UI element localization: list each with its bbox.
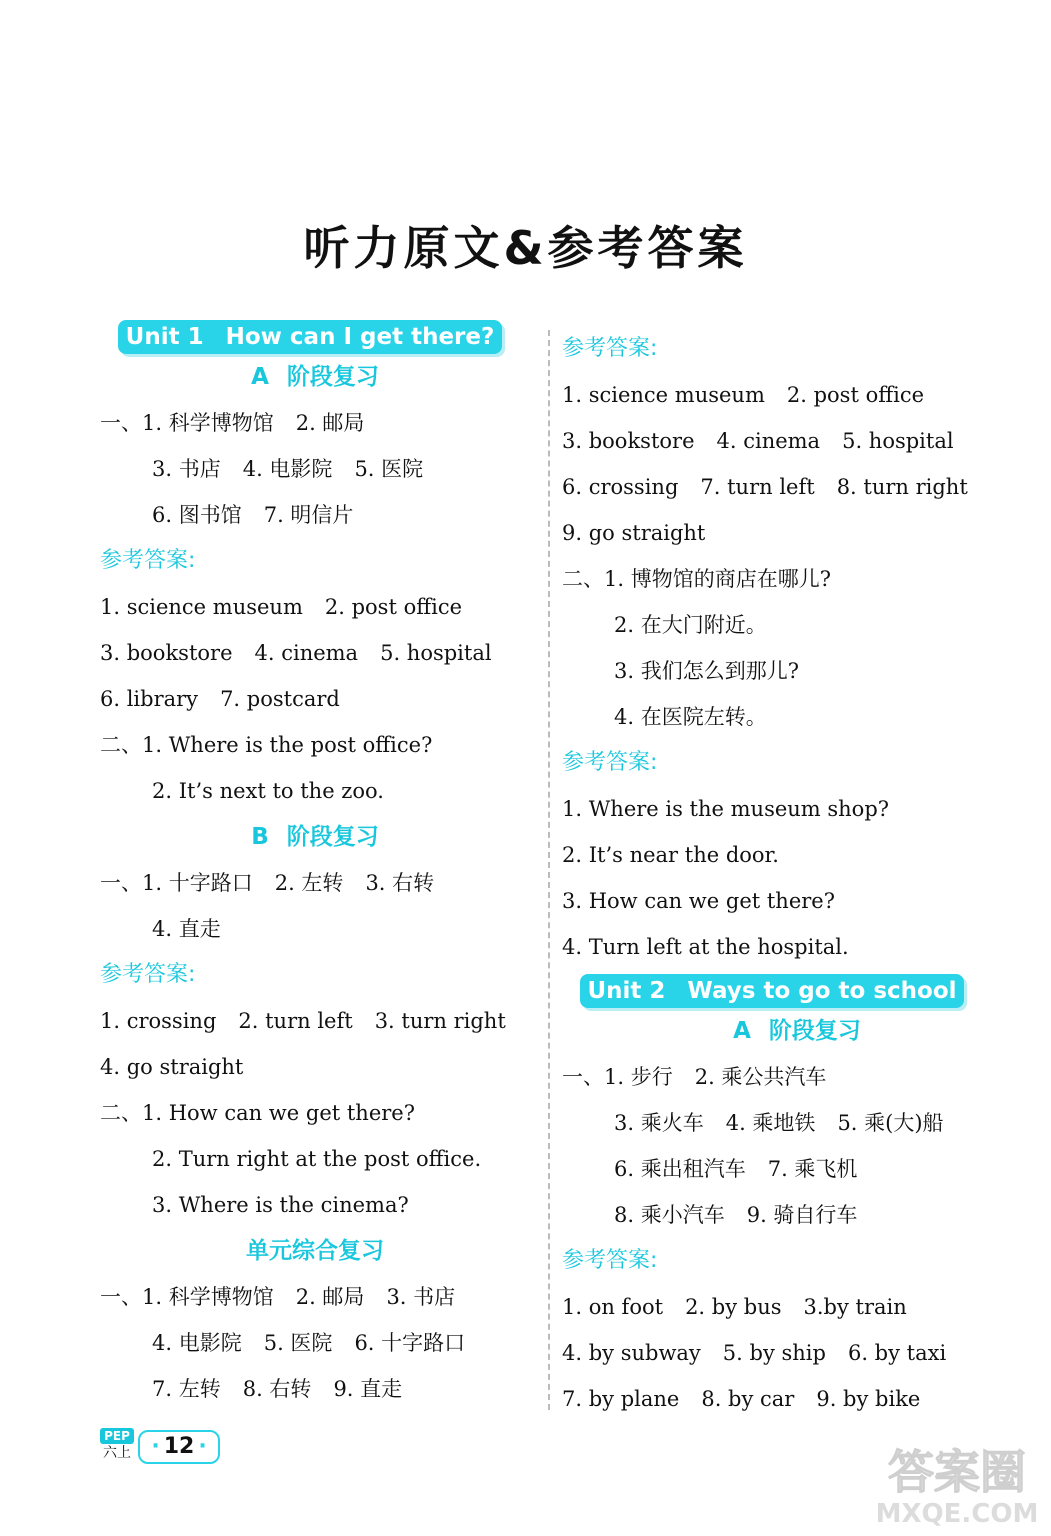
list-item: 3. How can we get there? (562, 889, 835, 913)
answer-label: 参考答案: (562, 336, 658, 361)
list-item: 6. crossing 7. turn left 8. turn right (562, 475, 968, 499)
list-item: 3. 乘火车 4. 乘地铁 5. 乘(大)船 (614, 1111, 944, 1135)
unit1-name: How can I get there? (225, 324, 495, 350)
watermark-logo-icon (872, 1430, 1042, 1530)
list-item: 3. 书店 4. 电影院 5. 医院 (152, 457, 424, 481)
list-item: 4. 电影院 5. 医院 6. 十字路口 (152, 1331, 466, 1355)
list-item: 3. bookstore 4. cinema 5. hospital (100, 641, 492, 665)
list-item: 一、1. 科学博物馆 2. 邮局 3. 书店 (100, 1285, 456, 1309)
unit2-banner (580, 974, 964, 1008)
page-title: 听力原文&参考答案 (303, 221, 748, 275)
list-item: 6. 乘出租汽车 7. 乘飞机 (614, 1157, 858, 1181)
edition-badge: PEP 六上 (100, 1428, 134, 1462)
section-a-heading: A 阶段复习 (733, 1018, 861, 1044)
list-item: 3. 我们怎么到那儿? (614, 659, 799, 683)
list-item: 8. 乘小汽车 9. 骑自行车 (614, 1203, 858, 1227)
unit2-name: Ways to go to school (687, 978, 957, 1004)
right-column (562, 326, 1032, 1422)
list-item: 一、1. 科学博物馆 2. 邮局 (100, 411, 365, 435)
list-item: 1. science museum 2. post office (100, 595, 463, 619)
unit1-number: Unit 1 (125, 324, 204, 350)
list-item: 2. It’s near the door. (562, 843, 779, 867)
list-item: 7. by plane 8. by car 9. by bike (562, 1387, 921, 1411)
answer-label: 参考答案: (562, 750, 658, 775)
list-item: 1. crossing 2. turn left 3. turn right (100, 1009, 506, 1033)
list-item: 4. go straight (100, 1055, 244, 1079)
list-item: 二、1. Where is the post office? (100, 733, 433, 757)
unit2-number: Unit 2 (587, 978, 666, 1004)
list-item: 1. Where is the museum shop? (562, 797, 890, 821)
section-a-heading: A 阶段复习 (251, 364, 379, 390)
list-item: 二、1. How can we get there? (100, 1101, 415, 1125)
list-item: 二、1. 博物馆的商店在哪儿? (562, 567, 831, 591)
section-b-heading: B 阶段复习 (251, 824, 379, 850)
list-item: 6. 图书馆 7. 明信片 (152, 503, 354, 527)
list-item: 7. 左转 8. 右转 9. 直走 (152, 1377, 403, 1401)
section-review-heading: 单元综合复习 (246, 1238, 384, 1264)
list-item: 4. by subway 5. by ship 6. by taxi (562, 1341, 947, 1365)
list-item: 1. science museum 2. post office (562, 383, 925, 407)
left-column (100, 320, 530, 1412)
svg-text:MXQE.COM: MXQE.COM (875, 1499, 1039, 1529)
list-item: 6. library 7. postcard (100, 687, 340, 711)
list-item: 2. 在大门附近。 (614, 613, 767, 637)
list-item: 3. bookstore 4. cinema 5. hospital (562, 429, 954, 453)
answer-label: 参考答案: (100, 962, 196, 987)
answer-label: 参考答案: (562, 1248, 658, 1273)
list-item: 3. Where is the cinema? (152, 1193, 409, 1217)
list-item: 9. go straight (562, 521, 706, 545)
list-item: 4. 直走 (152, 917, 221, 941)
list-item: 4. Turn left at the hospital. (562, 935, 849, 959)
list-item: 一、1. 十字路口 2. 左转 3. 右转 (100, 871, 435, 895)
svg-text:答案圈: 答案圈 (888, 1445, 1026, 1499)
list-item: 2. It’s next to the zoo. (152, 779, 384, 803)
page-number: · 12 · (138, 1430, 220, 1464)
list-item: 2. Turn right at the post office. (152, 1147, 482, 1171)
column-divider (548, 330, 550, 1410)
list-item: 1. on foot 2. by bus 3.by train (562, 1295, 907, 1319)
list-item: 一、1. 步行 2. 乘公共汽车 (562, 1065, 827, 1089)
unit1-banner (118, 320, 502, 354)
list-item: 4. 在医院左转。 (614, 705, 767, 729)
answer-label: 参考答案: (100, 548, 196, 573)
